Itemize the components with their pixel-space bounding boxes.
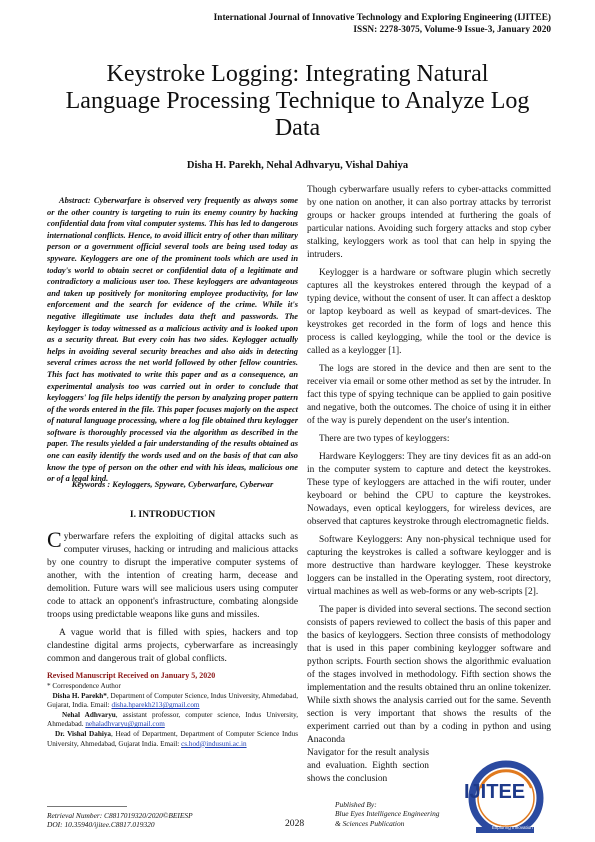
manuscript-received: Revised Manuscript Received on January 5, 2020 (47, 671, 216, 680)
intro-paragraph-1-text: yberwarfare refers the exploiting of digital attacks such as computer viruses, hacking or intruding and malicious attacks by one country to disrupt the imperative computer systems of another, with the intention of creating harm, decease and demolition. Future wars will see malicious users using computer code to attack an opponent's infrastructure, combating alongside troops using predictable weapons like guns and missiles. (47, 532, 298, 620)
right-column-body (307, 184, 551, 786)
logo-text: IJITEE (464, 781, 526, 803)
author-3-name: Dr. Vishal Dahiya (55, 729, 112, 738)
page-number: 2028 (285, 818, 305, 829)
author-1-email-link[interactable]: disha.hparekh213@gmail.com (111, 701, 200, 710)
author-2-name: Nehal Adhvaryu (62, 710, 116, 719)
right-paragraph-2: Keylogger is a hardware or software plugin which secretly captures all the keystrokes entered through the keypad of a typing device, without the consent of user. It can affect a desktop or laptop keyboard as well as keypad of smart-devices. The keystrokes get recorded in the form of logs and hence this process is called keylogging, while the tool or the device is called as a keylogger [1]. (307, 268, 551, 356)
author-notes (47, 682, 298, 749)
logo-ring-text: Exploring Innovation (492, 825, 533, 830)
intro-paragraph-1 (47, 527, 298, 622)
author-2-email-link[interactable]: nehaladhvaryu@gmail.com (85, 720, 165, 729)
issn-header: ISSN: 2278-3075, Volume-9 Issue-3, January 2020 (353, 25, 551, 35)
abstract-text: Cyberwarfare is observed very frequently as always some or the other country is targeting to ruin its enemy country by hacking confidential data from vital computer systems. This has led to dangerous international conflicts. Hence, to avoid illicit entry of other than military person or a government official several tools are being used today as spyware. Keyloggers are one of the prominent tools which are used in today's world to obtain secret or confidential data of a legitimate and contradictory a malicious user too. These keyloggers are advantageous and taken up positively for monitoring employee productivity, for law enforcement and the search for evidence of the crime. While it's negative illegitimate use includes data theft and passwords. The keylogger is today witnessed as a malicious activity and is looked upon as a security threat. But every coin has two sides. Keylogger actually helps in avoiding several security breaches and also aids in detecting several crimes across the net world followed by other fellow countries. This fact has motivated to write this paper and as a consequence, an experimental analysis too was carried out in order to conclude that keyloggers' log file helps identify the person by analyzing proper pattern of the words entered in the file. This paper focuses majorly on the aspect of natural language processing, where a log file obtained thru keylogger software is thoroughly processed via the algorithm as described in the paper. The results yielded a fair understanding of the results obtained as one can easily identify the words used and on the basis of that can also know the type of person on the other end with his ideas, malicious one or of a legal kind. (47, 196, 299, 484)
author-note-3 (47, 730, 298, 749)
right-paragraph-7-continued: Navigator for the result analysis and evaluation. Eighth section shows the conclusion (307, 748, 429, 784)
footer-retrieval (47, 811, 193, 830)
published-by-label: Published By: (335, 800, 377, 809)
journal-logo (436, 758, 554, 833)
author-3-text: , Head of Department, Department of Computer Science Indus University, Ahmedabad, Gujarat India. Email: (47, 729, 299, 748)
author-2-text: , assistant professor, computer science, Indus University, Ahmedabad. (47, 710, 299, 729)
footer-divider (47, 806, 127, 807)
author-note-2 (47, 711, 298, 730)
paper-title: Keystroke Logging: Integrating Natural Language Processing Technique to Analyze Log Data (65, 61, 530, 141)
paper-authors: Disha H. Parekh, Nehal Adhvaryu, Vishal Dahiya (186, 160, 409, 171)
section-heading-introduction: I. INTRODUCTION (129, 509, 216, 520)
abstract-label: Abstract: (59, 196, 94, 205)
journal-header: International Journal of Innovative Technology and Exploring Engineering (IJITEE) (213, 13, 551, 23)
right-paragraph-1: Though cyberwarfare usually refers to cyber-attacks committed by one nation on another, it can also portray attacks by terrorist groups or hacker groups intended at furthering the goals of particular nations. Avoiding such forgery attacks and stop cyber stalking, keyloggers work as tool that can help in spying the intruders. (307, 185, 551, 260)
footer-publisher (335, 800, 439, 828)
doi: DOI: 10.35940/ijitee.C8817.019320 (47, 820, 155, 830)
publisher-line-2: & Sciences Publication (335, 818, 405, 828)
keywords: Keywords : Keyloggers, Spyware, Cyberwarfare, Cyberwar (71, 480, 274, 489)
publisher-line-1: Blue Eyes Intelligence Engineering (335, 809, 440, 819)
right-paragraph-5: Hardware Keyloggers: They are tiny devices fit as an add-on in the computer system to capture and detect the keystrokes. These type of keyloggers are attached in the wifi router, under keyboard or behind the CPU to capture the keystrokes. Nowadays, even optical keyloggers, for wireless devices, are observed that captures keystroke through electromagnetic fields. (307, 452, 551, 527)
correspondence-note: * Correspondence Author (47, 682, 121, 690)
author-1-name: Disha H. Parekh* (52, 691, 107, 700)
right-paragraph-3: The logs are stored in the device and then are sent to the receiver via email or some other method as set by the intruder. In fact this type of spying technique can be applied to gain positive and negative, both the outcomes. The choice of using it in either of the way is purely dependent on the user's intention. (307, 364, 551, 426)
abstract (47, 195, 298, 485)
right-paragraph-6: Software Keyloggers: Any non-physical technique used for capturing the keystrokes is called a software keylogger and is more destructive than hardware keylogger. These keystroke loggers can be installed in the Operating system, root directory, virtual machines as well as web-forms or any web-scripts [2]. (307, 535, 551, 597)
right-paragraph-7: The paper is divided into several sections. The second section consists of papers reviewed to collect the basis of this paper and the basics of keyloggers. Section three consists of methodology that is used in this paper combining keylogger software and python scripts. Fourth section shows the algorithmic evaluation of the stages involved in methodology. Fifth section shows the implementation and the results obtained thru an online tokenizer. While sixth shows the analysis carried out for the same. Seventh section is very important that shows the results of the experiment carried out than by a coding in python and using Anaconda (307, 605, 551, 745)
author-note-1 (47, 692, 298, 711)
retrieval-number: Retrieval Number: C8817019320/2020©BEIESP (47, 811, 193, 820)
introduction-body (47, 527, 298, 671)
intro-paragraph-2: A vague world that is filled with spies, hackers and top clandestine digital arms projects, cyberwarfare as increasingly common and dangerous trait of global conflicts. (47, 628, 298, 664)
right-paragraph-4: There are two types of keyloggers: (319, 434, 450, 444)
author-1-text: , Department of Computer Science, Indus University, Ahmedabad, Gujarat, India. Email: (47, 691, 299, 710)
author-3-email-link[interactable]: cs.hod@indusuni.ac.in (181, 739, 247, 748)
drop-cap: C (47, 527, 62, 552)
